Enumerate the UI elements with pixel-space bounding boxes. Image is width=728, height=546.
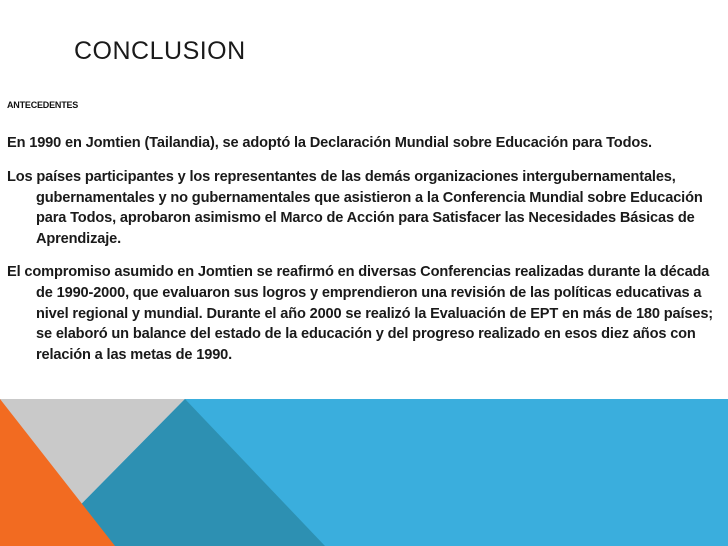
slide-body xyxy=(7,133,723,378)
paragraph-3: El compromiso asumido en Jomtien se reafirmó en diversas Conferencias realizadas durante la década de 1990-2000, que evaluaron sus logros y emprendieron una revisión de las políticas educativas a nivel regional y mundial. Durante el año 2000 se realizó la Evaluación de EPT en más de 180 países; se elaboró un balance del estado de la educación y del progreso realizado en esos diez años con relación a las metas de 1990. xyxy=(7,263,714,364)
decorative-footer-shapes xyxy=(0,399,728,546)
paragraph-2: Los países participantes y los representantes de las demás organizaciones intergubernamentales, gubernamentales y no gubernamentales que asistieron a la Conferencia Mundial sobre Educación para Todos, aprobaron asimismo el Marco de Acción para Satisfacer las Necesidades Básicas de Aprendizaje. xyxy=(7,168,703,248)
slide-subtitle: ANTECEDENTES xyxy=(7,100,79,110)
slide-title: CONCLUSION xyxy=(74,37,246,65)
paragraph-1: En 1990 en Jomtien (Tailandia), se adoptó la Declaración Mundial sobre Educación para Todos. xyxy=(7,135,652,151)
